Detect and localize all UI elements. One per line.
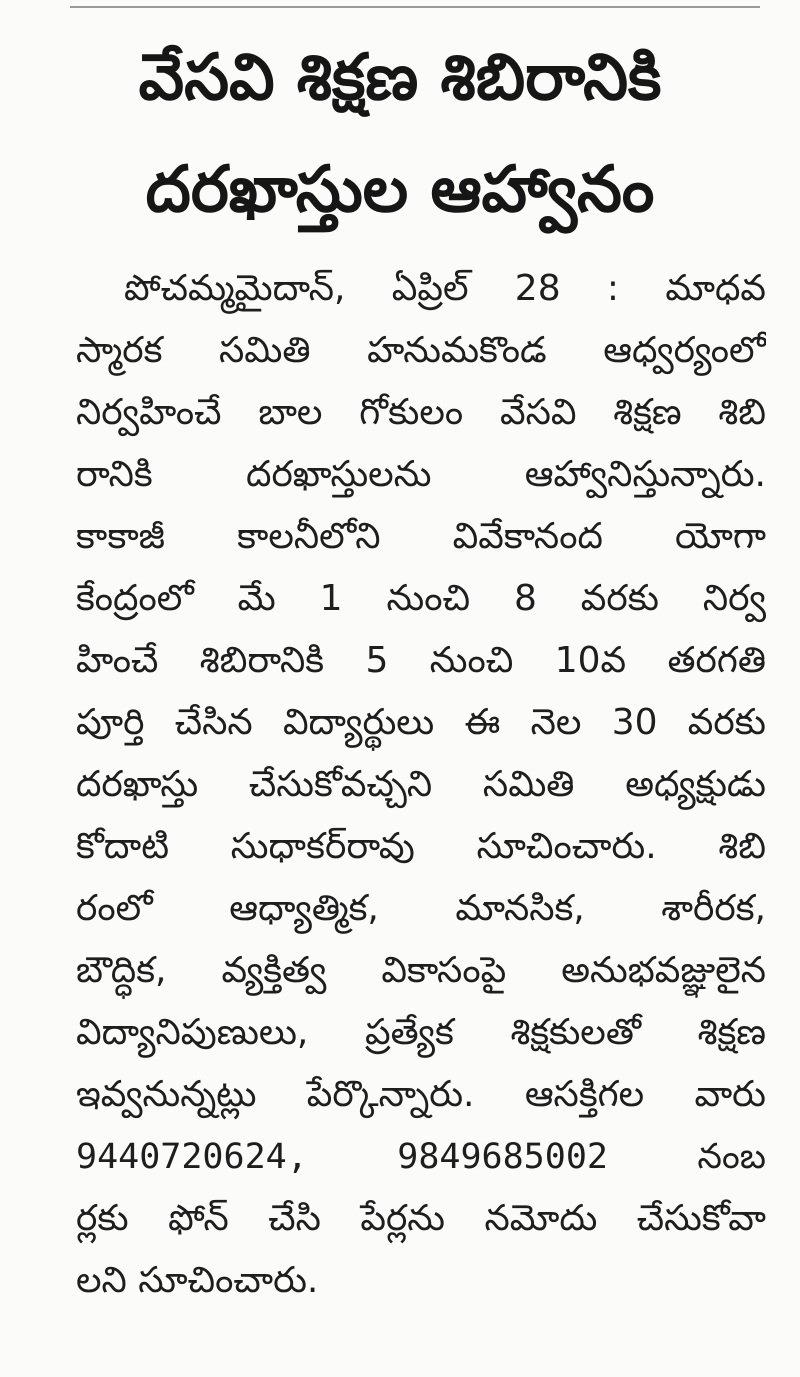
body-line: ఇవ్వనున్నట్లు పేర్కొన్నారు. ఆసక్తిగల వారు [76,1074,766,1115]
body-line: బౌద్ధిక, వ్యక్తిత్వ వికాసంపై అనుభవజ్ఞులైన [76,950,766,991]
body-line: పోచమ్మమైదాన్, ఏప్రిల్ 28 : మాధవ [124,268,766,309]
body-line: దరఖాస్తు చేసుకోవచ్చని సమితి అధ్యక్షుడు [76,764,766,805]
body-line: కేంద్రంలో మే 1 నుంచి 8 వరకు నిర్వ [76,578,766,619]
body-line: విద్యానిపుణులు, ప్రత్యేక శిక్షకులతో శిక్షణ [76,1012,766,1053]
body-line-phone-numbers: 9440720624, 9849685002 నంబ [76,1137,766,1177]
body-line: రానికి దరఖాస్తులను ఆహ్వానిస్తున్నారు. [76,454,766,495]
body-line: లని సూచించారు. [76,1260,319,1301]
body-line: కాకాజీ కాలనీలోని వివేకానంద యోగా [76,516,766,557]
body-line: ర్లకు ఫోన్ చేసి పేర్లను నమోదు చేసుకోవా [76,1198,766,1239]
headline-line-1: వేసవి శిక్షణ శిబిరానికి [138,41,662,115]
body-line: పూర్తి చేసిన విద్యార్థులు ఈ నెల 30 వరకు [76,702,766,743]
top-rule [70,6,760,8]
headline-line-2: దరఖాస్తుల ఆహ్వానం [145,153,655,227]
body-line: కోదాటి సుధాకర్‌రావు సూచించారు. శిబి [76,826,766,867]
body-line: నిర్వహించే బాల గోకులం వేసవి శిక్షణ శిబి [76,392,766,433]
body-line: స్మారక సమితి హనుమకొండ ఆధ్వర్యంలో [76,330,766,371]
body-line: రంలో ఆధ్యాత్మిక, మానసిక, శారీరక, [76,888,766,929]
body-line: హించే శిబిరానికి 5 నుంచి 10వ తరగతి [76,640,766,681]
article-body [76,258,766,1312]
